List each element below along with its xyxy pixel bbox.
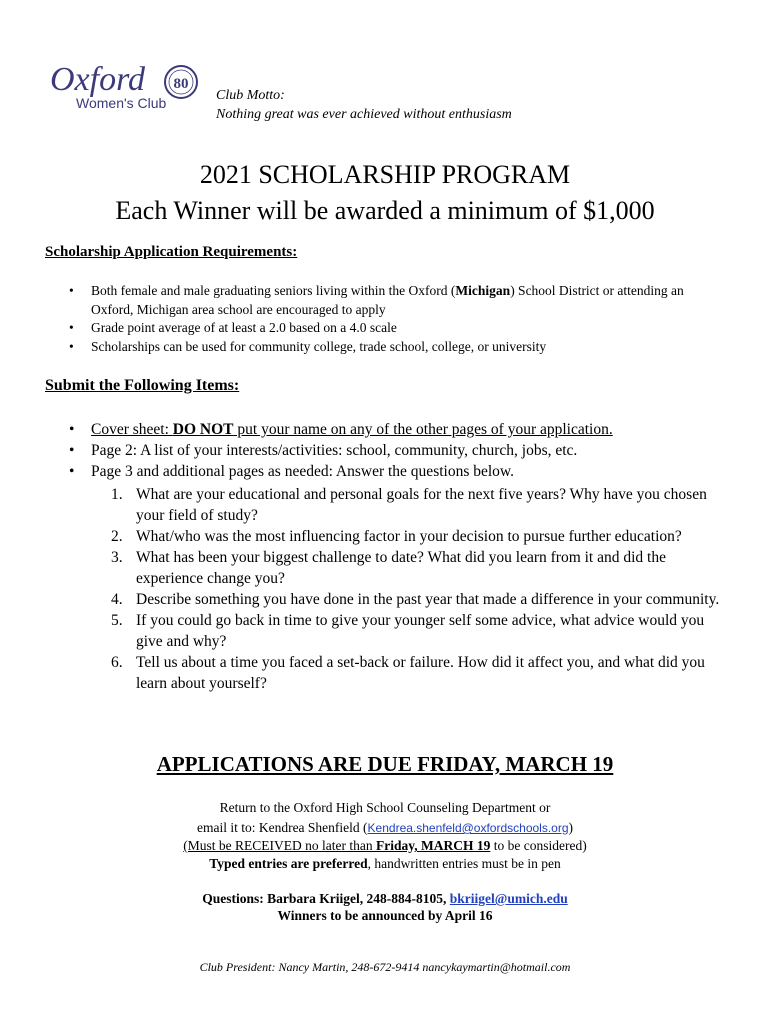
submit-heading: Submit the Following Items: [45,377,240,394]
question-item: 4. Describe something you have done in the past year that made a difference in your community. [111,591,720,608]
list-item: • Scholarships can be used for community college, trade school, college, or university [45,338,725,357]
requirements-list [45,282,725,356]
deadline-banner: APPLICATIONS ARE DUE FRIDAY, MARCH 19 [156,752,614,776]
questions-list [111,484,731,694]
page-subtitle: Each Winner will be awarded a minimum of $1,000 [115,196,655,225]
return-email-line: email it to: Kendrea Shenfield (Kendrea.shenfeld@oxfordschools.org) [196,820,574,835]
list-item: • Cover sheet: DO NOT put your name on any of the other pages of your application. [45,419,735,440]
motto-label: Club Motto: [216,88,285,103]
motto-text: Nothing great was ever achieved without enthusiasm [216,107,512,122]
question-item: 6. Tell us about a time you faced a set-back or failure. How did it affect you, and what did you learn about yourself? [111,654,705,692]
logo-anniversary: 80 [173,76,189,92]
list-item: • Page 2: A list of your interests/activities: school, community, church, jobs, etc. [45,440,735,461]
requirements-heading: Scholarship Application Requirements: [45,244,298,260]
submit-list [45,419,735,482]
list-item: • Page 3 and additional pages as needed: Answer the questions below. [45,461,735,482]
return-instructions: Return to the Oxford High School Counseling Department or [219,800,551,815]
list-item: • Grade point average of at least a 2.0 based on a 4.0 scale [45,319,725,338]
club-motto [216,86,512,124]
club-president-footer: Club President: Nancy Martin, 248-672-9414 nancykaymartin@hotmail.com [199,960,571,974]
oxford-womens-club-logo [48,60,218,112]
question-item: 1. What are your educational and personal goals for the next five years? Why have you chosen your field of study? [111,486,707,524]
logo-name: Oxford [50,61,146,98]
question-item: 2. What/who was the most influencing factor in your decision to pursue further education? [111,528,682,545]
question-item: 5. If you could go back in time to give your younger self some advice, what advice would you give and why? [111,612,705,650]
winners-announcement: Winners to be announced by April 16 [277,908,493,923]
questions-contact: Questions: Barbara Kriigel, 248-884-8105, bkriigel@umich.edu [202,891,568,906]
logo-subtitle: Women's Club [76,95,167,111]
kriigel-email-link[interactable]: bkriigel@umich.edu [449,891,568,906]
kendrea-email-link[interactable]: Kendrea.shenfeld@oxfordschools.org [367,821,569,835]
entry-format-note: Typed entries are preferred, handwritten entries must be in pen [209,856,561,871]
question-item: 3. What has been your biggest challenge to date? What did you learn from it and did the experience change you? [111,549,666,587]
list-item: • Both female and male graduating seniors living within the Oxford (Michigan) School District or attending an Oxford, Michigan area school are encouraged to apply [45,282,725,319]
deadline-note: (Must be RECEIVED no later than Friday, MARCH 19 to be considered) [183,838,587,853]
page-title: 2021 SCHOLARSHIP PROGRAM [199,160,571,189]
